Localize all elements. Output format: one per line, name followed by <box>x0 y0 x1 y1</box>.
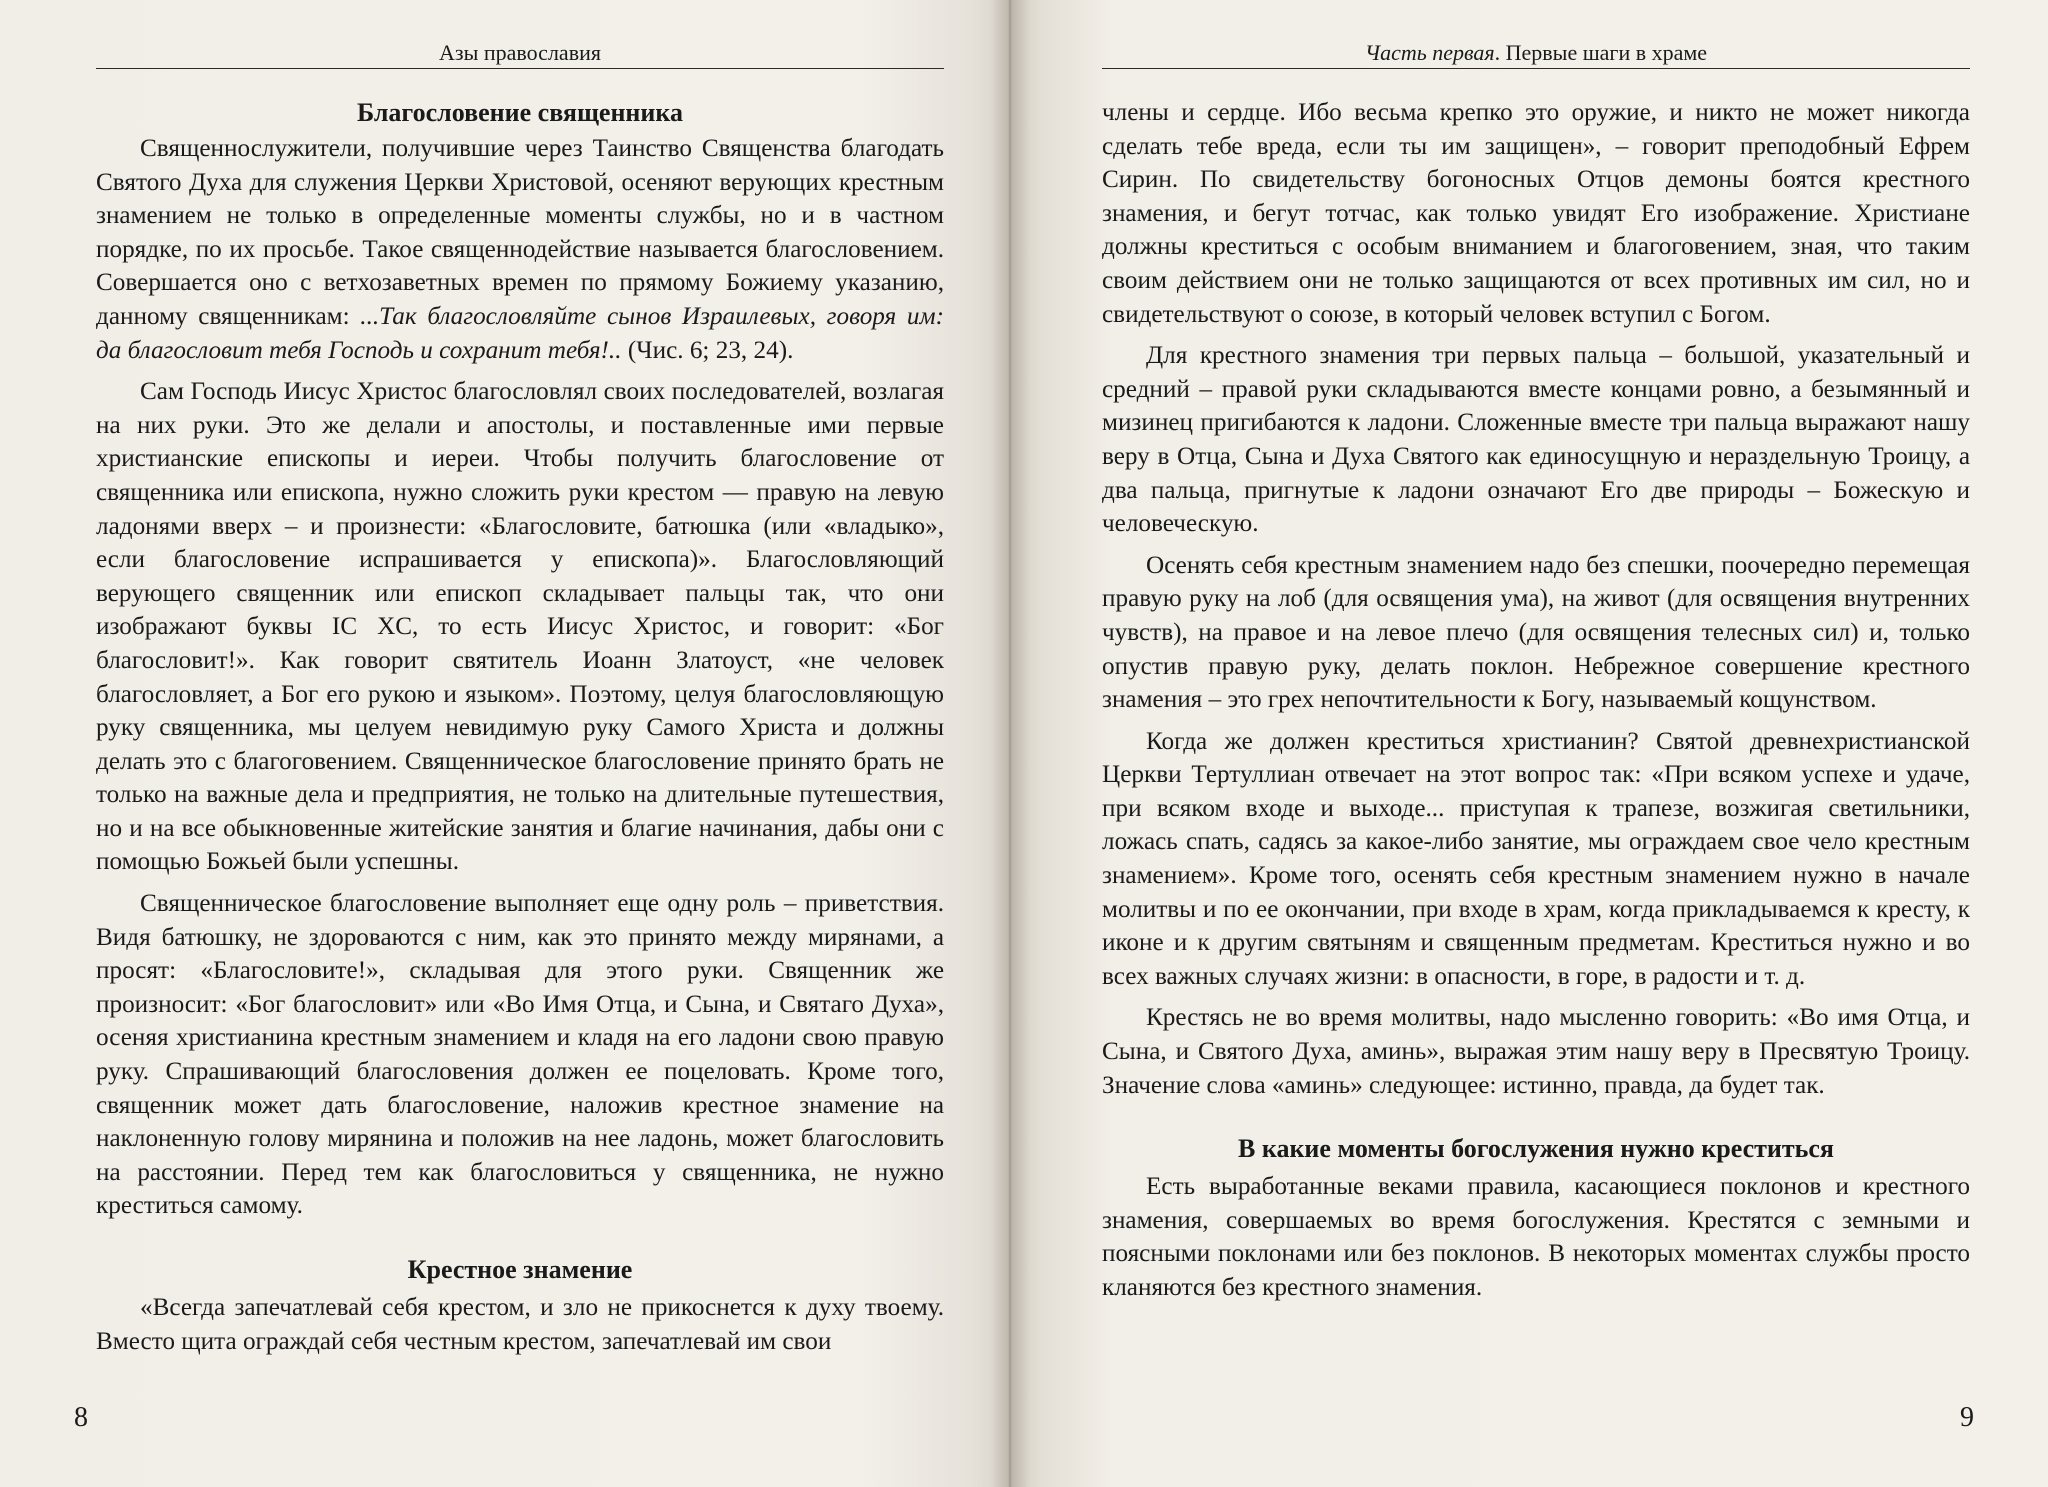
paragraph: члены и сердце. Ибо весьма крепко это оружие, и никто не может никогда сделать тебе вреда, если ты им защищен», – говорит преподобный Ефрем Сирин. По свидетельству богоносных Отцов демоны боятся крестного знамения, и бегут тотчас, как только увидят Его изображение. Христиане должны креститься с особым вниманием и благоговением, зная, что таким своим действием они не только защищаются от всех противных им сил, но и свидетельствуют о союзе, в который человек вступил с Богом. <box>1102 99 1970 328</box>
header-rule <box>96 68 944 69</box>
paragraph: Когда же должен креститься христианин? Святой древнехристианской Церкви Тертуллиан отвечает на этот вопрос так: «При всяком успехе и удаче, при всяком входе и выходе... приступая к трапезе, возжигая светильники, ложась спать, садясь за какое-либо занятие, мы ограждаем свое чело крестным знамением». Кроме того, осенять себя крестным знамением нужно в начале молитвы и по ее окончании, при входе в храм, когда прикладываемся к кресту, к иконе и к другим святыням и священным предметам. Креститься нужно и во всех важных случаях жизни: в опасности, в горе, в радости и т. д. <box>1102 727 1970 990</box>
paragraph: Есть выработанные веками правила, касающиеся поклонов и крестного знамения, совершаемых во время богослужения. Крестятся с земными и поясными поклонами или без поклонов. В некоторых моментах службы просто кланяются без крестного знамения. <box>1102 1173 1970 1301</box>
left-page <box>0 0 1010 1487</box>
running-head: Азы православия <box>439 40 601 65</box>
page-number: 8 <box>74 1402 88 1433</box>
running-head-title: . Первые шаги в храме <box>1494 40 1708 65</box>
running-head <box>1102 40 1970 66</box>
running-head-part: Часть первая <box>1364 40 1495 65</box>
page-number: 9 <box>1960 1402 1974 1433</box>
header-rule <box>1102 68 1970 69</box>
paragraph-text: Священнослужители, получившие через Таинство Священства благодать Святого Духа для служения Церкви Христовой, осеняют верующих крестным знамением не только в определенные моменты службы, но и в частном порядке, по их просьбе. Такое священнодействие называется благословением. Совершается оно с ветхозаветных времен по прямому Божиему указанию, данному священникам: <box>96 135 944 330</box>
paragraph: Крестясь не во время молитвы, надо мысленно говорить: «Во имя Отца, и Сына, и Святого Духа, аминь», выражая этим нашу веру в Пресвятую Троицу. Значение слова «аминь» следующее: истинно, правда, да будет так. <box>1102 1004 1970 1099</box>
paragraph: Для крестного знамения три первых пальца – большой, указательный и средний – правой руки складываются вместе концами ровно, а безымянный и мизинец пригибаются к ладони. Сложенные вместе три пальца выражают нашу веру в Отца, Сына и Духа Святого как единосущную и нераздельную Троицу, а два пальца, пригнутые к ладони означают Его две природы – Божескую и человеческую. <box>1102 342 1970 538</box>
left-text-column <box>96 96 944 1358</box>
paragraph: Священническое благословение выполняет еще одну роль – приветствия. Видя батюшку, не здороваются с ним, как это принято между мирянами, а просят: «Благословите!», складывая для этого руки. Священник же произносит: «Бог благословит» или «Во Имя Отца, и Сына, и Святаго Духа», осеняя христианина крестным знамением и кладя на его ладони свою правую руку. Спрашивающий благословения должен ее поцеловать. Кроме того, священник может дать благословение, наложив крестное знамение на наклоненную голову мирянина и положив на нее ладонь, может благословить на расстоянии. Перед тем как благословиться у священника, не нужно креститься самому. <box>96 890 944 1220</box>
paragraph: Осенять себя крестным знамением надо без спешки, поочередно перемещая правую руку на лоб (для освящения ума), на живот (для освящения внутренних чувств), на правое и на левое плечо (для освящения телесных сил) и, только опустив правую руку, делать поклон. Небрежное совершение крестного знамения – это грех непочтительности к Богу, называемый кощунством. <box>1102 551 1970 714</box>
paragraph: Сам Господь Иисус Христос благословлял своих последователей, возлагая на них руки. Это же делали и апостолы, и поставленные ими первые христианские епископы и иереи. Чтобы получить благословение от священника или епископа, нужно сложить руки крестом — правую на левую ладонями вверх – и произнести: «Благословите, батюшка (или «владыко», если благословение испрашивается у епископа)». Благословляющий верующего священник или епископ складывает пальцы так, что они изображают буквы IC XC, то есть Иисус Христос, и говорит: «Бог благословит!». Как говорит святитель Иоанн Златоуст, «не человек благословляет, а Бог его рукою и языком». Поэтому, целуя благословляющую руку священника, мы целуем невидимую руку Самого Христа и должны делать это с благоговением. Священническое благословение принято брать не только на важные дела и предприятия, не только на длительные путешествия, но и на все обыкновенные житейские занятия и благие начинания, дабы они с помощью Божьей были успешны. <box>96 378 944 876</box>
paragraph <box>96 132 944 367</box>
section-heading-moments: В какие моменты богослужения нужно креститься <box>1238 1134 1834 1164</box>
scripture-quote: ...Так благословляйте сынов Израилевых, говоря им: да благословит тебя Господь и сохранит тебя!.. <box>96 302 944 364</box>
right-page <box>1010 0 2048 1487</box>
section-heading-blessing: Благословение священника <box>357 98 683 127</box>
paragraph: «Всегда запечатлевай себя крестом, и зло не прикоснется к духу твоему. Вместо щита ограждай себя честным крестом, запечатлевай им свои <box>96 1294 944 1355</box>
scripture-reference: (Чис. 6; 23, 24). <box>621 336 794 364</box>
section-heading-cross: Крестное знамение <box>407 1255 633 1284</box>
right-text-column <box>1102 96 1970 1305</box>
